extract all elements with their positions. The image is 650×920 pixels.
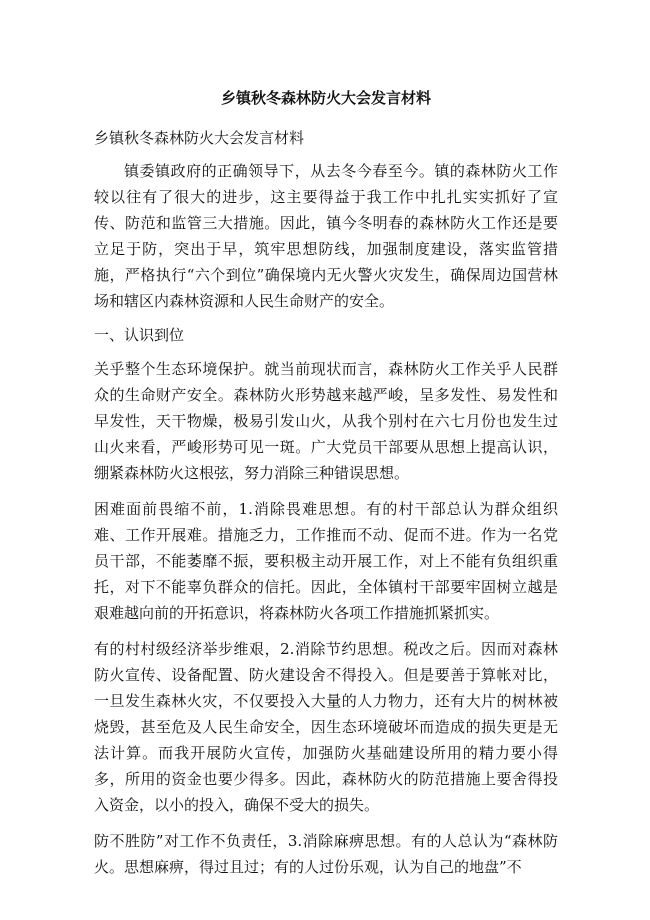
document-subtitle: 乡镇秋冬森林防火大会发言材料: [94, 129, 305, 147]
intro-paragraph: 镇委镇政府的正确领导下，从去冬今春至今。镇的森林防火工作较以往有了很大的进步，这主要得益于我工作中扎扎实实抓好了宣传、防范和监管三大措施。因此，镇今冬明春的森林防火工作还是要立足于防，突出于早，筑牢思想防线，加强制度建设，落实监管措施，严格执行“六个到位”确保境内无火警火灾发生，确保周边国营林场和辖区内森林资源和人民生命财产的安全。: [94, 162, 558, 310]
body-paragraph: 困难面前畏缩不前，1.消除畏难思想。有的村干部总认为群众组织难、工作开展难。措施乏力，工作推而不动、促而不进。作为一名党员干部，不能萎靡不振，要积极主动开展工作，对上不能有负组织重托，对下不能辜负群众的信托。因此，全体镇村干部要牢固树立越是艰难越向前的开拓意识，将森林防火各项工作措施抓紧抓实。: [94, 500, 558, 622]
body-paragraph: 防不胜防”对工作不负责任，3.消除麻痹思想。有的人总认为“森林防火。思想麻痹，得过且过；有的人过份乐观，认为自己的地盘”不: [94, 832, 558, 876]
body-paragraph: 有的村村级经济举步维艰，2.消除节约思想。税改之后。因而对森林防火宣传、设备配置、防火建设舍不得投入。但是要善于算帐对比，一旦发生森林火灾，不仅要投入大量的人力物力，还有大片的树林被烧毁，甚至危及人民生命安全，因生态环境破坏而造成的损失更是无法计算。而我开展防火宣传，加强防火基础建设所用的精力要小得多，所用的资金也要少得多。因此，森林防火的防范措施上要舍得投入资金，以小的投入，确保不受大的损失。: [94, 640, 558, 814]
body-paragraph: 关乎整个生态环境保护。就当前现状而言，森林防火工作关乎人民群众的生命财产安全。森林防火形势越来越严峻，呈多发性、易发性和早发性，天干物燥，极易引发山火，从我个别村在六七月份也发生过山火来看，严峻形势可见一斑。广大党员干部要从思想上提高认识，绷紧森林防火这根弦，努力消除三种错误思想。: [94, 360, 558, 482]
section-heading: 一、认识到位: [94, 326, 185, 344]
document-title: 乡镇秋冬森林防火大会发言材料: [220, 89, 431, 107]
